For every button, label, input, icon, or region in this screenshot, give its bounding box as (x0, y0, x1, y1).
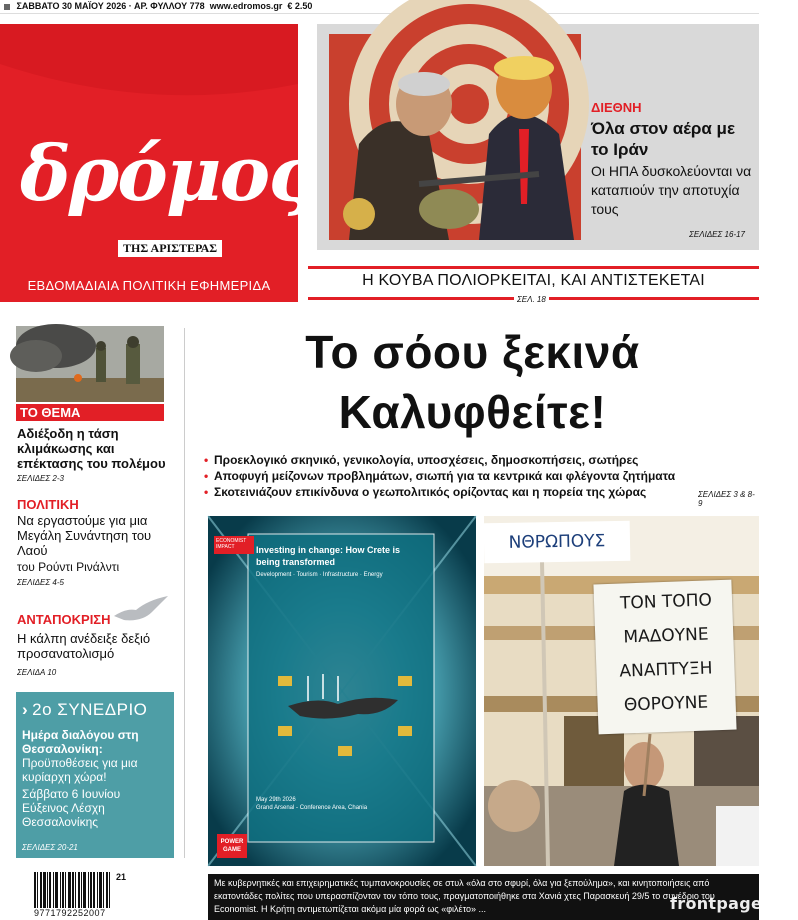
sign-line: ΤΟΝ ΤΟΠΟ (619, 590, 713, 614)
bullet-item: • Αποφυγή μείζονων προβλημάτων, σιωπή για τα κεντρικά και φλέγοντα ζητήματα (204, 468, 759, 484)
congress-title (22, 700, 168, 720)
headline-line-1: Το σόου ξεκινά (305, 326, 640, 378)
congress-title-text: 2ο ΣΥΝΕΔΡΙΟ (32, 700, 148, 719)
poster-title: Investing in change: How Crete is being transformed (256, 545, 401, 567)
bullets-pages: ΣΕΛΙΔΕΣ 3 & 8-9 (698, 490, 755, 508)
tagline: ΕΒΔΟΜΑΔΙΑΙΑ ΠΟΛΙΤΙΚΗ ΕΦΗΜΕΡΙΔΑ (27, 278, 271, 293)
economist-badge: ECONOMIST IMPACT (214, 536, 254, 554)
report-pages: ΣΕΛΙΔΑ 10 (17, 668, 57, 677)
logo[interactable]: δρόμος (20, 129, 313, 218)
sign-line: ΜΑΔΟΥΝΕ (623, 624, 709, 648)
poster-subtitle: Development · Tourism · Infrastructure · Energy (256, 572, 383, 578)
poster-date-text: May 29th 2026 (256, 797, 296, 803)
watermark: frontpages.gr (670, 894, 798, 913)
cyprus-map-icon (112, 594, 170, 624)
barcode (34, 872, 128, 908)
bullet-item: • Προεκλογικό σκηνικό, γενικολογία, υποσχέσεις, δημοσκοπήσεις, σωτήρες (204, 452, 759, 468)
war-photo (16, 326, 164, 402)
theme-pages: ΣΕΛΙΔΕΣ 2-3 (17, 474, 64, 483)
logo-subtitle: ΤΗΣ ΑΡΙΣΤΕΡΑΣ (118, 240, 222, 257)
section-politics-label[interactable]: ΠΟΛΙΤΙΚΗ (17, 497, 79, 512)
politics-author: του Ρούντι Ρινάλντι (17, 560, 120, 574)
congress-line-2: Προϋποθέσεις για μια κυρίαρχη χώρα! (22, 756, 138, 784)
feature-text (591, 100, 757, 219)
section-theme-label[interactable]: ΤΟ ΘΕΜΑ (16, 404, 164, 421)
congress-line-1: Ημέρα διαλόγου στη Θεσσαλονίκη: (22, 728, 139, 756)
top-feature[interactable] (317, 24, 759, 250)
feature-kicker: ΔΙΕΘΝΗ (591, 100, 642, 115)
poster-date (256, 796, 436, 812)
cuba-page: ΣΕΛ. 18 (514, 295, 549, 304)
issue-date: ΣΑΒΒΑΤΟ 30 ΜΑΪΟΥ 2026 · ΑΡ. ΦΥΛΛΟΥ 778 (16, 1, 205, 11)
politics-headline[interactable]: Να εργαστούμε για μια Μεγάλη Συνάντηση του Λαού (17, 513, 152, 558)
sign-line: ΑΝΑΠΤΥΞΗ (619, 658, 713, 682)
barcode-issue: 21 (116, 872, 127, 882)
chevron-right-icon: › (22, 700, 29, 719)
price: € 2.50 (287, 1, 313, 11)
protest-sign-1: ΝΘΡΩΠΟΥΣ (484, 521, 631, 564)
headline-line-2: Καλυφθείτε! (338, 386, 607, 438)
website-link[interactable]: www.edromos.gr (209, 1, 283, 11)
congress-pages: ΣΕΛΙΔΕΣ 20-21 (22, 843, 78, 852)
photo-caption: Με κυβερνητικές και επιχειρηματικές τυμπανοκρουσίες σε στυλ «όλα στο σφυρί, όλα για ξεπούλημα», και κινητοποιήσεις από εκατοντάδες πολίτες που υπερασπίζονταν τον τόπο τους, πραγματοποιήθηκε στα Χανιά χτες Παρασκευή 29/5 το συνέδριο του Economist. Η Κρήτη αντιμετωπίζεται ακόμα μία φορά ως «φιλέτο» ... (208, 874, 759, 920)
feature-title[interactable]: Όλα στον αέρα με το Ιράν (591, 119, 736, 159)
sign-line: ΘΟΡΟΥΝΕ (623, 692, 709, 716)
power-game-logo: POWER GAME (217, 834, 247, 858)
square-bullet-icon (4, 4, 10, 10)
bullet-item: • Σκοτεινιάζουν επικίνδυνα ο γεωπολιτικός ορίζοντας και η πορεία της χώρας (204, 484, 759, 500)
main-headline[interactable] (186, 322, 759, 442)
cartoon-illustration (329, 34, 581, 240)
feature-pages: ΣΕΛΙΔΕΣ 16-17 (689, 230, 745, 239)
top-strip (0, 0, 759, 14)
congress-box[interactable] (16, 692, 174, 858)
theme-headline[interactable]: Αδιέξοδη η τάση κλιμάκωσης και επέκτασης του πολέμου (17, 426, 166, 471)
barcode-number: 9771792252007 (34, 908, 106, 918)
section-report-label[interactable]: ΑΝΤΑΠΟΚΡΙΣΗ (17, 612, 111, 627)
cuba-headline: Η ΚΟΥΒΑ ΠΟΛΙΟΡΚΕΙΤΑΙ, ΚΑΙ ΑΝΤΙΣΤΕΚΕΤΑΙ (362, 272, 705, 289)
headline-bullets (204, 452, 759, 500)
cuba-banner[interactable] (308, 266, 759, 304)
masthead (0, 24, 313, 302)
politics-pages: ΣΕΛΙΔΕΣ 4-5 (17, 578, 64, 587)
congress-line-3: Σάββατο 6 Ιουνίου Εύξεινος Λέσχη Θεσσαλονίκης (22, 787, 121, 829)
feature-description: Οι ΗΠΑ δυσκολεύονται να καταπιούν την αποτυχία τους (591, 163, 752, 217)
crete-poster-photo (208, 516, 476, 866)
column-divider (184, 328, 185, 858)
poster-venue: Grand Arsenal - Conference Area, Chania (256, 805, 368, 811)
congress-details (22, 728, 168, 829)
red-rule-top (308, 266, 759, 269)
report-headline[interactable]: Η κάλπη ανέδειξε δεξιό προσανατολισμό (17, 631, 151, 661)
